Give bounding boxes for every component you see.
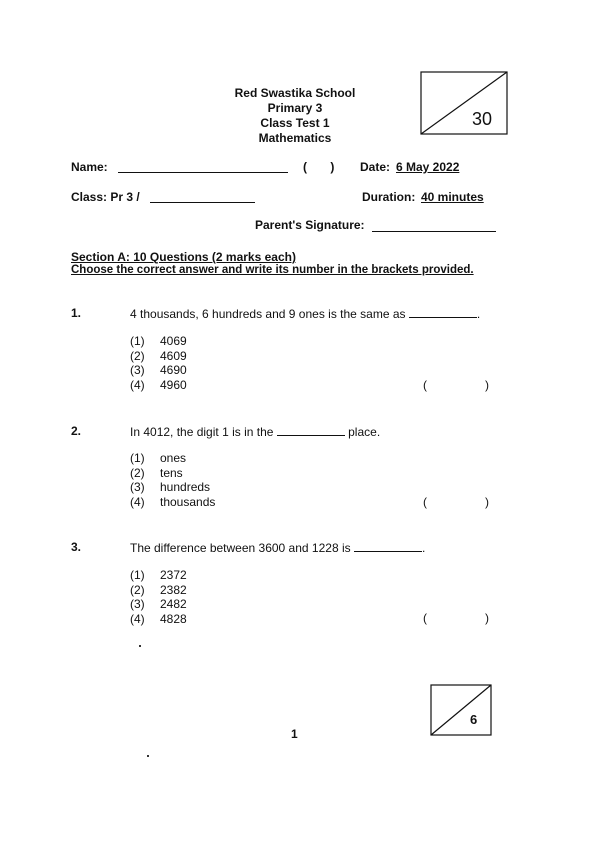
question-number: 2. [71, 424, 82, 438]
total-marks: 30 [472, 109, 493, 129]
name-label: Name: [71, 160, 108, 174]
scan-speck [147, 755, 149, 757]
option [130, 363, 187, 378]
question-1-text: 4 thousands, 6 hundreds and 9 ones is the same as [130, 307, 406, 321]
page-score-box [430, 684, 492, 741]
option [130, 334, 187, 349]
option-text: 4609 [160, 348, 187, 363]
question-3-text: The difference between 3600 and 1228 is [130, 541, 351, 555]
date-value: 6 May 2022 [396, 160, 460, 174]
signature-blank[interactable] [372, 218, 496, 232]
question-3-options [130, 568, 187, 626]
option-text: 4069 [160, 334, 187, 348]
question-2-text-after: place. [348, 425, 381, 439]
option-number: (3) [130, 597, 145, 611]
option [130, 466, 215, 481]
option-number: (1) [130, 334, 145, 348]
option-number: (3) [130, 363, 145, 377]
class-label: Class: Pr 3 / [71, 190, 140, 204]
test-title: Class Test 1 [260, 116, 330, 130]
option [130, 480, 215, 495]
option-number: (4) [130, 611, 145, 626]
answer-bracket-close[interactable]: ) [485, 495, 489, 509]
option-number: (1) [130, 451, 145, 465]
section-title: Section A: 10 Questions (2 marks each) [71, 250, 296, 264]
level: Primary 3 [267, 101, 323, 115]
option-number: (4) [130, 377, 145, 392]
answer-blank[interactable] [354, 540, 422, 552]
page-score-box-frame [430, 684, 492, 736]
option-text: 2482 [160, 597, 187, 611]
section-instruction: Choose the correct answer and write its number in the brackets provided. [71, 264, 474, 276]
option-text: 4828 [160, 611, 187, 626]
option [130, 451, 215, 466]
class-blank[interactable] [150, 190, 255, 203]
option-text: 4690 [160, 363, 187, 377]
school-name: Red Swastika School [234, 86, 356, 100]
total-score-box [420, 71, 508, 135]
answer-bracket-open[interactable]: ( [423, 378, 427, 392]
option [130, 583, 187, 598]
answer-bracket-open[interactable]: ( [423, 611, 427, 625]
question-text [130, 424, 380, 439]
question-2-text-before: In 4012, the digit 1 is in the [130, 425, 274, 439]
option-number: (3) [130, 480, 145, 494]
page-number: 1 [291, 727, 298, 741]
name-blank[interactable] [118, 160, 288, 173]
answer-blank[interactable] [277, 424, 345, 436]
option-number: (4) [130, 494, 145, 509]
answer-bracket-open[interactable]: ( [423, 495, 427, 509]
duration-value: 40 minutes [421, 190, 484, 204]
question-text: 4 thousands, 6 hundreds and 9 ones is the same as . [130, 307, 481, 321]
option-text: hundreds [160, 480, 211, 494]
answer-blank[interactable] [409, 306, 477, 318]
question-2-options [130, 451, 215, 509]
option-text: ones [160, 451, 187, 465]
scan-speck [139, 645, 141, 647]
option [130, 612, 187, 627]
option-number: (1) [130, 568, 145, 582]
signature-label: Parent's Signature: [255, 218, 365, 232]
score-box-frame [420, 71, 508, 135]
option-number: (2) [130, 348, 145, 363]
question-text: The difference between 3600 and 1228 is . [130, 541, 426, 555]
subject: Mathematics [258, 131, 332, 145]
page-marks: 6 [470, 712, 478, 727]
option-number: (2) [130, 465, 145, 480]
option-text: thousands [160, 494, 216, 509]
option [130, 378, 187, 393]
answer-bracket-close[interactable]: ) [485, 378, 489, 392]
answer-bracket-close[interactable]: ) [485, 611, 489, 625]
option-text: 2382 [160, 582, 187, 597]
register-number-brackets[interactable]: ( ) [303, 160, 335, 174]
option [130, 495, 215, 510]
question-1-options [130, 334, 187, 392]
question-number: 1. [71, 306, 82, 320]
option-number: (2) [130, 582, 145, 597]
duration-label: Duration: [362, 190, 416, 204]
question-number: 3. [71, 540, 82, 554]
option-text: 4960 [160, 377, 187, 392]
date-label: Date: [360, 160, 391, 174]
option [130, 568, 187, 583]
option-text: tens [160, 465, 183, 480]
option [130, 597, 187, 612]
option [130, 349, 187, 364]
option-text: 2372 [160, 568, 187, 582]
